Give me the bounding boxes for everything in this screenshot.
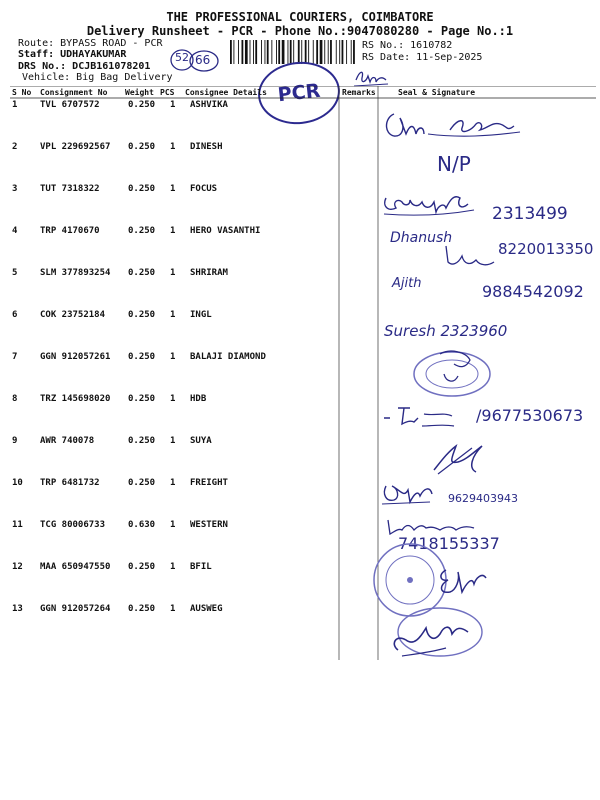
vehicle-label: Vehicle: Big Bag Delivery <box>22 72 173 83</box>
row-consignee: BALAJI DIAMOND <box>190 352 266 362</box>
row-weight: 0.250 <box>128 184 156 194</box>
signature-row-5-name: Ajith <box>392 276 422 291</box>
row-consignee: FOCUS <box>190 184 218 194</box>
col-header-pcs: PCS <box>160 88 175 97</box>
row-consignment: COK 23752184 <box>40 310 106 320</box>
row-pcs: 1 <box>170 520 176 530</box>
row-consignment: VPL 229692567 <box>40 142 111 152</box>
row-pcs: 1 <box>170 478 176 488</box>
table-row <box>0 142 600 184</box>
table-row <box>0 562 600 604</box>
header-signature <box>352 66 392 88</box>
row-consignment: TVL 6707572 <box>40 100 100 110</box>
signature-row-11-phone: 7418155337 <box>398 534 500 553</box>
row-sno: 4 <box>12 226 18 236</box>
row-weight: 0.250 <box>128 226 156 236</box>
row-consignment: MAA 650947550 <box>40 562 111 572</box>
row-pcs: 1 <box>170 100 176 110</box>
row-weight: 0.250 <box>128 478 156 488</box>
row-consignee: AUSWEG <box>190 604 223 614</box>
signature-row-6: Suresh 2323960 <box>384 322 508 340</box>
row-pcs: 1 <box>170 184 176 194</box>
company-name: THE PROFESSIONAL COURIERS, COIMBATORE <box>166 10 434 24</box>
col-header-consignee: Consignee Details <box>185 88 267 97</box>
row-pcs: 1 <box>170 310 176 320</box>
row-sno: 12 <box>12 562 23 572</box>
signature-row-8 <box>380 404 480 432</box>
row-sno: 10 <box>12 478 23 488</box>
signature-row-4-phone: 8220013350 <box>498 240 594 258</box>
col-header-sno: S No <box>12 88 32 97</box>
row-pcs: 1 <box>170 142 176 152</box>
row-pcs: 1 <box>170 562 176 572</box>
row-consignment: TRP 6481732 <box>40 478 100 488</box>
row-consignment: TRZ 145698020 <box>40 394 111 404</box>
row-sno: 2 <box>12 142 18 152</box>
drs-number: DRS No.: DCJB161078201 <box>18 61 151 72</box>
signature-row-8-phone: /9677530673 <box>476 406 584 425</box>
signature-row-10 <box>380 480 440 508</box>
col-header-consignment: Consignment No <box>40 88 108 97</box>
row-consignment: GGN 912057261 <box>40 352 111 362</box>
row-pcs: 1 <box>170 604 176 614</box>
row-consignment: TRP 4170670 <box>40 226 100 236</box>
signature-row-9 <box>428 440 488 480</box>
signature-row-3-phone: 2313499 <box>492 204 568 224</box>
handwritten-count: 52 66 <box>168 48 218 72</box>
signature-row-10-phone: 9629403943 <box>448 492 518 505</box>
row-pcs: 1 <box>170 268 176 278</box>
rs-number: RS No.: 1610782 <box>362 40 453 51</box>
signature-row-12 <box>432 564 492 600</box>
table-row <box>0 520 600 562</box>
row-consignment: AWR 740078 <box>40 436 95 446</box>
row-weight: 0.630 <box>128 520 156 530</box>
row-consignee: SHRIRAM <box>190 268 228 278</box>
seal-stamp-row-13 <box>380 604 490 666</box>
row-sno: 8 <box>12 394 18 404</box>
pcr-stamp: PCR <box>255 58 343 128</box>
col-header-remarks: Remarks <box>342 88 376 97</box>
route-label: Route: BYPASS ROAD - PCR <box>18 38 163 49</box>
row-sno: 1 <box>12 100 18 110</box>
row-consignee: DINESH <box>190 142 223 152</box>
row-consignee: INGL <box>190 310 212 320</box>
rs-date: RS Date: 11-Sep-2025 <box>362 52 483 63</box>
row-consignee: ASHVIKA <box>190 100 228 110</box>
col-header-seal-signature: Seal & Signature <box>398 88 476 97</box>
signature-row-5-phone: 9884542092 <box>482 282 584 301</box>
row-pcs: 1 <box>170 394 176 404</box>
seal-stamp-row-7 <box>410 350 500 402</box>
signature-row-3 <box>380 190 490 220</box>
row-consignee: SUYA <box>190 436 212 446</box>
row-consignee: HDB <box>190 394 207 404</box>
row-weight: 0.250 <box>128 100 156 110</box>
row-weight: 0.250 <box>128 352 156 362</box>
row-sno: 9 <box>12 436 18 446</box>
signature-row-2: N/P <box>437 152 471 176</box>
row-sno: 7 <box>12 352 18 362</box>
row-sno: 13 <box>12 604 23 614</box>
row-weight: 0.250 <box>128 142 156 152</box>
row-consignment: TCG 80006733 <box>40 520 106 530</box>
row-weight: 0.250 <box>128 268 156 278</box>
row-sno: 6 <box>12 310 18 320</box>
row-weight: 0.250 <box>128 562 156 572</box>
table-row <box>0 352 600 394</box>
row-weight: 0.250 <box>128 436 156 446</box>
barcode <box>230 40 356 64</box>
row-consignee: BFIL <box>190 562 212 572</box>
row-consignee: HERO VASANTHI <box>190 226 261 236</box>
row-weight: 0.250 <box>128 310 156 320</box>
staff-label: Staff: UDHAYAKUMAR <box>18 49 127 60</box>
row-sno: 5 <box>12 268 18 278</box>
row-consignee: FREIGHT <box>190 478 228 488</box>
row-weight: 0.250 <box>128 604 156 614</box>
row-sno: 11 <box>12 520 23 530</box>
row-consignment: SLM 377893254 <box>40 268 111 278</box>
signature-row-4-name: Dhanush <box>390 230 453 246</box>
table-row <box>0 604 600 646</box>
runsheet-title: Delivery Runsheet - PCR - Phone No.:9047080280 - Page No.:1 <box>86 24 514 38</box>
row-weight: 0.250 <box>128 394 156 404</box>
row-consignee: WESTERN <box>190 520 228 530</box>
col-header-weight: Weight <box>125 88 154 97</box>
signature-row-1 <box>380 104 530 142</box>
table-row <box>0 310 600 352</box>
row-pcs: 1 <box>170 352 176 362</box>
row-pcs: 1 <box>170 436 176 446</box>
row-consignment: TUT 7318322 <box>40 184 100 194</box>
row-sno: 3 <box>12 184 18 194</box>
signature-row-4-mark <box>440 240 500 270</box>
table-row <box>0 436 600 478</box>
row-consignment: GGN 912057264 <box>40 604 111 614</box>
row-pcs: 1 <box>170 226 176 236</box>
